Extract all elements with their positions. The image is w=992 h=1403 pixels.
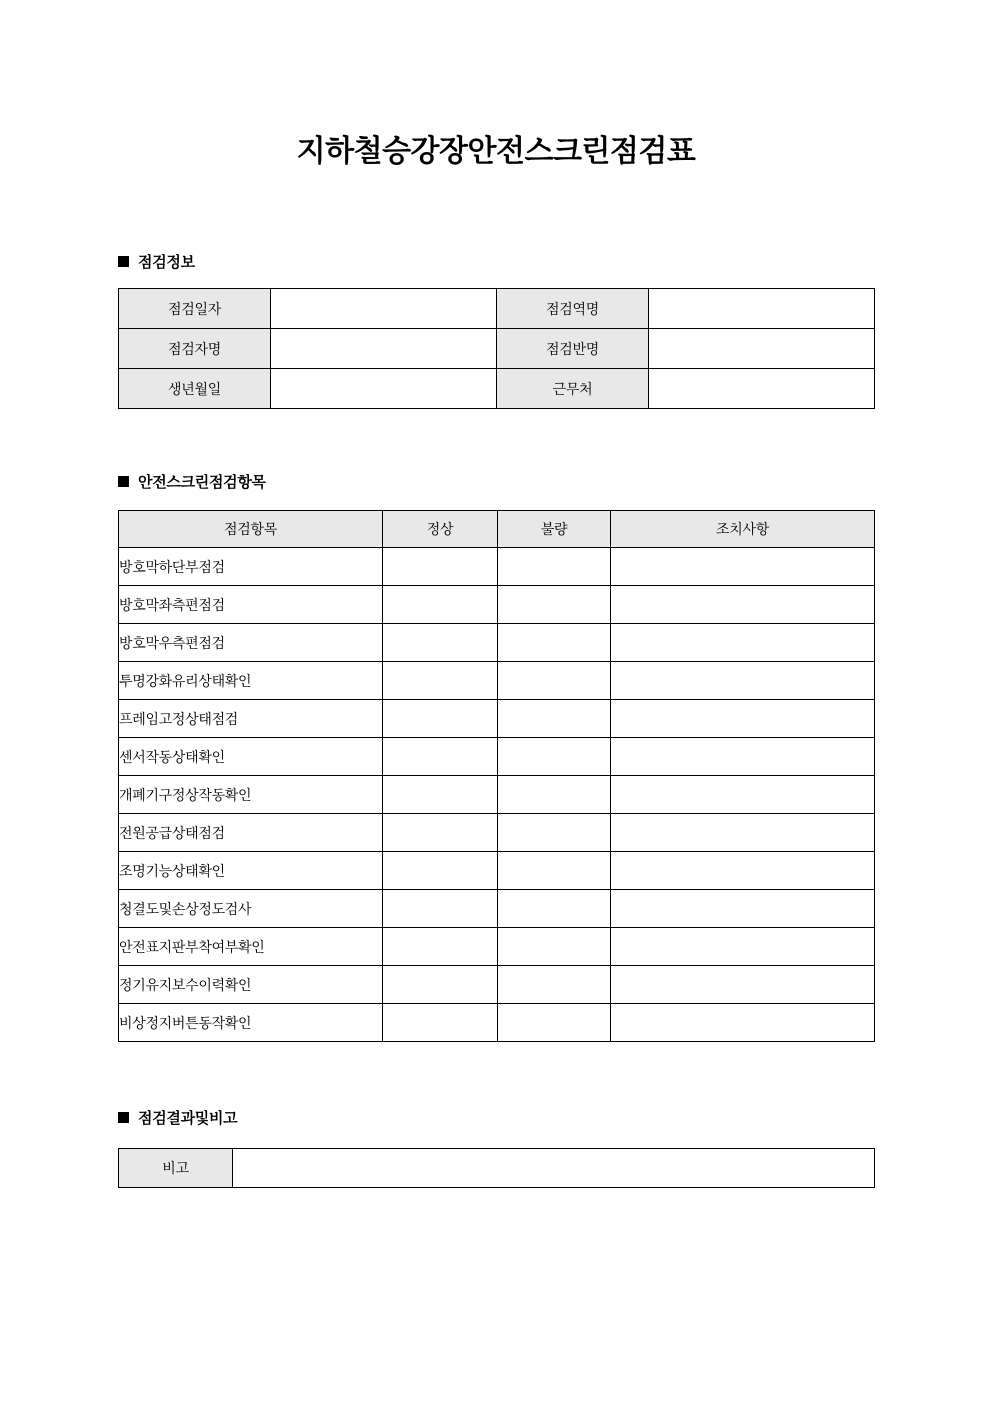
table-row [119, 776, 875, 814]
inspection-item-normal-cell[interactable] [383, 548, 498, 586]
info-field-station-name[interactable] [649, 289, 875, 329]
inspection-info-table [118, 288, 875, 409]
inspection-item-label: 비상정지버튼동작확인 [119, 1004, 383, 1042]
table-row [119, 662, 875, 700]
remark-field[interactable] [233, 1149, 875, 1188]
info-field-birth-date[interactable] [271, 369, 497, 409]
inspection-item-label: 방호막우측편점검 [119, 624, 383, 662]
inspection-item-normal-cell[interactable] [383, 814, 498, 852]
inspection-item-defect-cell[interactable] [498, 738, 611, 776]
info-field-inspector-name[interactable] [271, 329, 497, 369]
column-header-normal: 정상 [383, 511, 498, 548]
table-row [119, 1149, 875, 1188]
bullet-square-icon [118, 256, 129, 267]
remark-table [118, 1148, 875, 1188]
column-header-defect: 불량 [498, 511, 611, 548]
info-field-workplace[interactable] [649, 369, 875, 409]
info-label-inspection-date: 점검일자 [119, 289, 271, 329]
table-row [119, 700, 875, 738]
table-row [119, 329, 875, 369]
section-heading-info [118, 251, 195, 272]
page-title: 지하철승강장안전스크린점검표 [296, 134, 696, 169]
column-header-action: 조치사항 [611, 511, 875, 548]
inspection-item-action-cell[interactable] [611, 548, 875, 586]
section-heading-result-label: 점검결과및비고 [138, 1109, 238, 1127]
inspection-item-label: 방호막좌측편점검 [119, 586, 383, 624]
inspection-item-defect-cell[interactable] [498, 890, 611, 928]
inspection-item-label: 투명강화유리상태확인 [119, 662, 383, 700]
table-row [119, 548, 875, 586]
inspection-item-defect-cell[interactable] [498, 814, 611, 852]
table-row [119, 852, 875, 890]
inspection-item-action-cell[interactable] [611, 738, 875, 776]
bullet-square-icon [118, 1112, 129, 1123]
inspection-item-normal-cell[interactable] [383, 586, 498, 624]
info-label-station-name: 점검역명 [497, 289, 649, 329]
inspection-item-label: 방호막하단부점검 [119, 548, 383, 586]
inspection-item-defect-cell[interactable] [498, 928, 611, 966]
inspection-item-label: 전원공급상태점검 [119, 814, 383, 852]
inspection-item-defect-cell[interactable] [498, 776, 611, 814]
section-heading-items [118, 471, 266, 492]
inspection-item-label: 프레임고정상태점검 [119, 700, 383, 738]
info-label-birth-date: 생년월일 [119, 369, 271, 409]
inspection-item-label: 개폐기구정상작동확인 [119, 776, 383, 814]
inspection-item-action-cell[interactable] [611, 1004, 875, 1042]
table-row [119, 928, 875, 966]
info-field-team-name[interactable] [649, 329, 875, 369]
table-row [119, 624, 875, 662]
table-row [119, 369, 875, 409]
table-row [119, 890, 875, 928]
inspection-item-action-cell[interactable] [611, 586, 875, 624]
inspection-item-action-cell[interactable] [611, 662, 875, 700]
inspection-item-action-cell[interactable] [611, 966, 875, 1004]
inspection-item-action-cell[interactable] [611, 624, 875, 662]
inspection-item-normal-cell[interactable] [383, 852, 498, 890]
inspection-item-action-cell[interactable] [611, 700, 875, 738]
inspection-item-action-cell[interactable] [611, 890, 875, 928]
inspection-item-action-cell[interactable] [611, 776, 875, 814]
section-heading-info-label: 점검정보 [138, 253, 195, 271]
inspection-item-action-cell[interactable] [611, 814, 875, 852]
inspection-item-defect-cell[interactable] [498, 852, 611, 890]
inspection-item-normal-cell[interactable] [383, 966, 498, 1004]
inspection-item-defect-cell[interactable] [498, 966, 611, 1004]
inspection-item-defect-cell[interactable] [498, 662, 611, 700]
info-label-team-name: 점검반명 [497, 329, 649, 369]
inspection-item-normal-cell[interactable] [383, 700, 498, 738]
table-row [119, 1004, 875, 1042]
inspection-item-defect-cell[interactable] [498, 548, 611, 586]
inspection-item-label: 조명기능상태확인 [119, 852, 383, 890]
section-heading-result [118, 1107, 237, 1128]
inspection-item-label: 안전표지판부착여부확인 [119, 928, 383, 966]
table-header-row [119, 511, 875, 548]
inspection-item-defect-cell[interactable] [498, 586, 611, 624]
section-heading-items-label: 안전스크린점검항목 [138, 473, 266, 491]
table-row [119, 586, 875, 624]
inspection-item-action-cell[interactable] [611, 852, 875, 890]
info-field-inspection-date[interactable] [271, 289, 497, 329]
column-header-item: 점검항목 [119, 511, 383, 548]
inspection-item-normal-cell[interactable] [383, 662, 498, 700]
table-row [119, 966, 875, 1004]
inspection-item-normal-cell[interactable] [383, 928, 498, 966]
inspection-item-defect-cell[interactable] [498, 624, 611, 662]
info-label-workplace: 근무처 [497, 369, 649, 409]
table-row [119, 738, 875, 776]
table-row [119, 814, 875, 852]
inspection-item-normal-cell[interactable] [383, 624, 498, 662]
inspection-item-action-cell[interactable] [611, 928, 875, 966]
inspection-item-defect-cell[interactable] [498, 1004, 611, 1042]
inspection-item-normal-cell[interactable] [383, 738, 498, 776]
table-row [119, 289, 875, 329]
inspection-items-table [118, 510, 875, 1042]
remark-label: 비고 [119, 1149, 233, 1188]
bullet-square-icon [118, 476, 129, 487]
inspection-item-defect-cell[interactable] [498, 700, 611, 738]
inspection-item-normal-cell[interactable] [383, 890, 498, 928]
inspection-item-label: 청결도및손상정도검사 [119, 890, 383, 928]
inspection-item-normal-cell[interactable] [383, 1004, 498, 1042]
info-label-inspector-name: 점검자명 [119, 329, 271, 369]
inspection-item-label: 센서작동상태확인 [119, 738, 383, 776]
inspection-item-normal-cell[interactable] [383, 776, 498, 814]
inspection-item-label: 정기유지보수이력확인 [119, 966, 383, 1004]
